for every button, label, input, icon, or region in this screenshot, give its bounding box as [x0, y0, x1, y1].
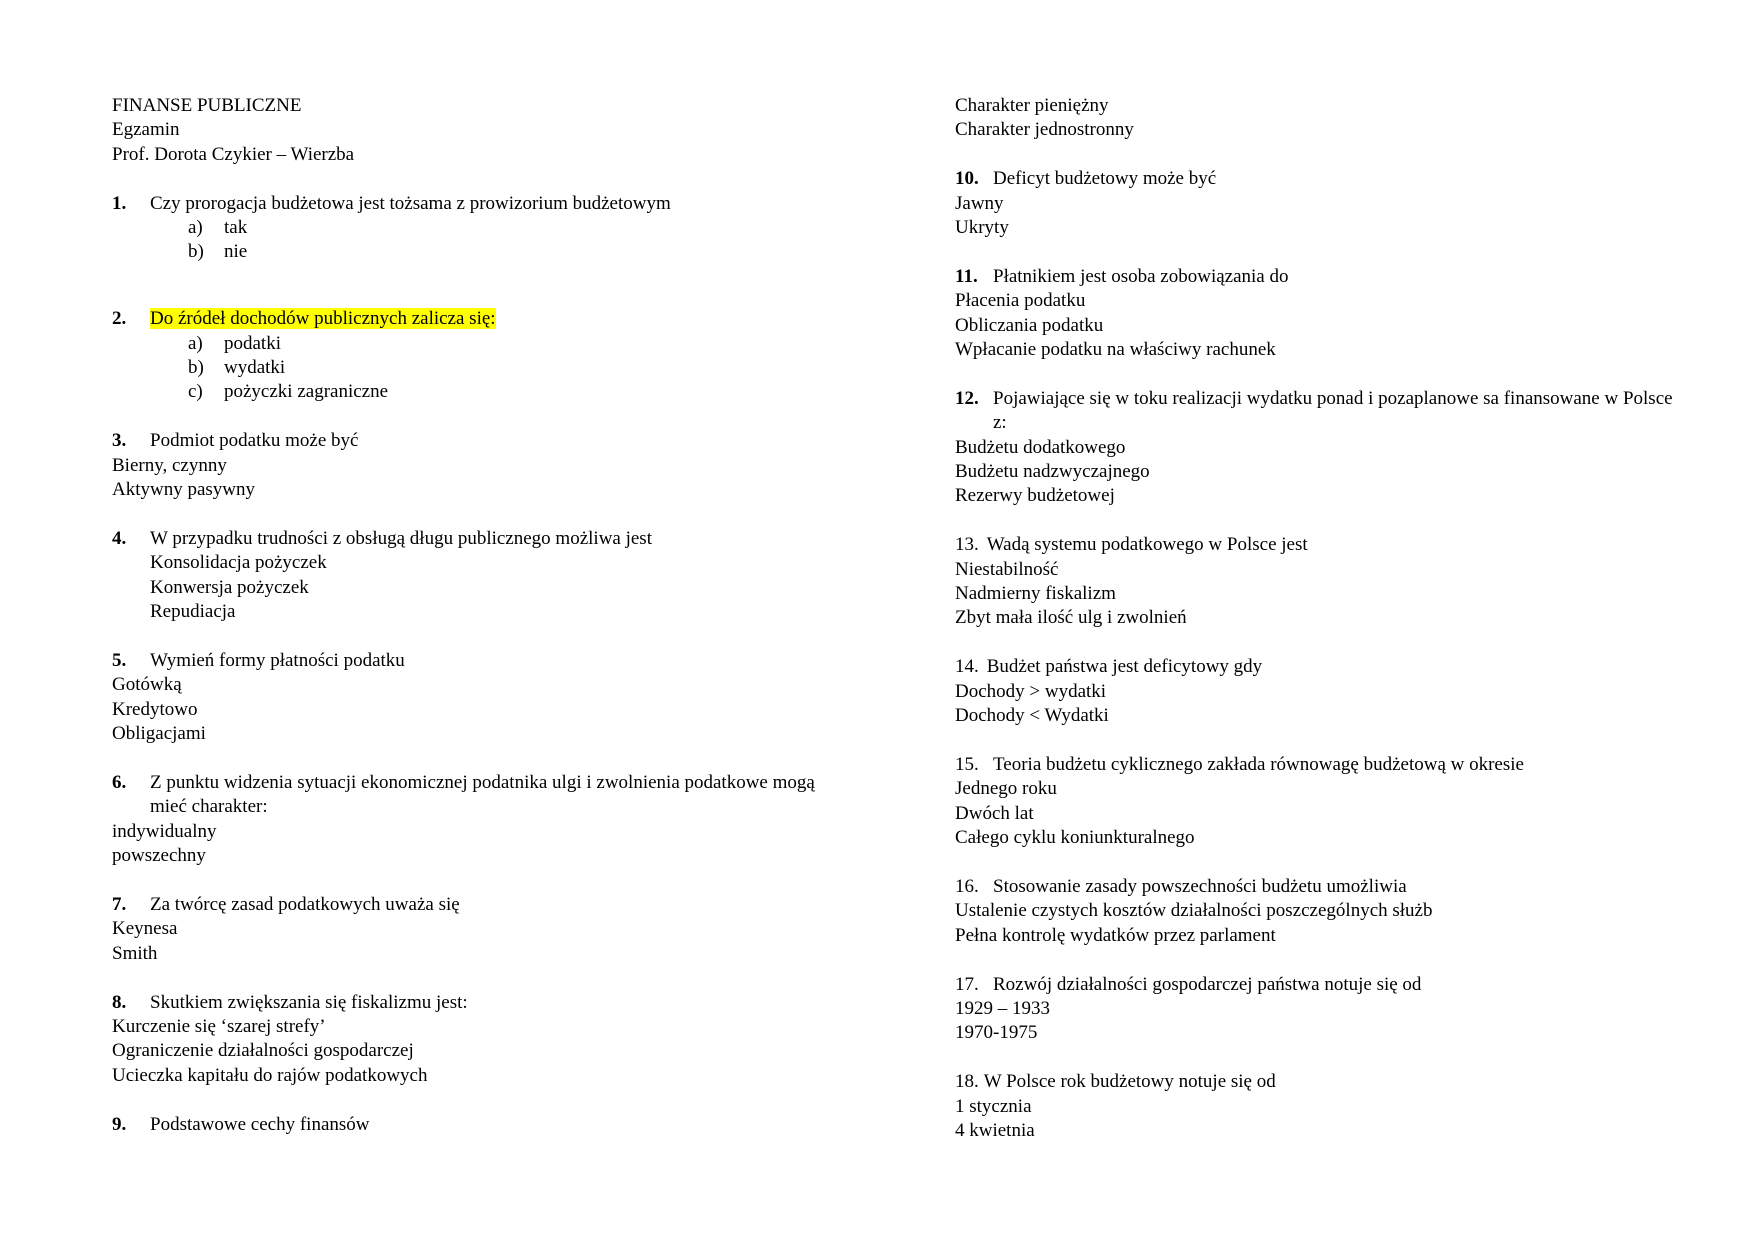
question-text: Wadą systemu podatkowego w Polsce jest — [986, 534, 1308, 556]
option — [188, 380, 852, 404]
answer-line: 1929 – 1933 — [955, 997, 1050, 1019]
question-text: Płatnikiem jest osoba zobowiązania do — [993, 265, 1289, 287]
question-number: 6. — [112, 771, 127, 793]
option-text: nie — [224, 241, 248, 263]
option-text: podatki — [224, 332, 281, 354]
question-number: 13. — [955, 534, 979, 556]
question-text: W Polsce rok budżetowy notuje się od — [983, 1071, 1276, 1093]
answer-line: Ucieczka kapitału do rajów podatkowych — [112, 1064, 428, 1086]
answer-line: Płacenia podatku — [955, 290, 1086, 312]
answer-line: 1 stycznia — [955, 1095, 1032, 1117]
question-number: 5. — [112, 649, 127, 671]
question-number: 14. — [955, 656, 979, 678]
answer-line: Obligacjami — [112, 723, 206, 745]
answer-line: Ustalenie czystych kosztów działalności poszczególnych służb — [955, 900, 1433, 922]
question-number: 15. — [955, 753, 979, 775]
option-label: c) — [188, 381, 203, 403]
document-author: Prof. Dorota Czykier – Wierzba — [112, 143, 355, 165]
question-number: 17. — [955, 973, 979, 995]
answer-line: Konwersja pożyczek — [150, 576, 309, 598]
document-subtitle: Egzamin — [112, 119, 180, 141]
right-column — [955, 94, 1685, 1143]
question-number: 10. — [955, 168, 979, 190]
answer-line: Charakter pieniężny — [955, 95, 1109, 116]
answer-line: Konsolidacja pożyczek — [150, 552, 327, 574]
answer-line: Całego cyklu koniunkturalnego — [955, 827, 1195, 849]
question-number: 8. — [112, 991, 127, 1013]
question-10 — [955, 167, 1685, 191]
question-13 — [955, 533, 1685, 557]
question-number: 12. — [955, 387, 979, 409]
answer-line: Budżetu nadzwyczajnego — [955, 461, 1150, 483]
question-6 — [112, 771, 852, 820]
option-label: a) — [188, 332, 203, 354]
answer-line: Dochody > wydatki — [955, 680, 1107, 702]
answer-line: Rezerwy budżetowej — [955, 485, 1115, 507]
answer-line: Obliczania podatku — [955, 314, 1104, 336]
answer-line: Kurczenie się ‘szarej strefy’ — [112, 1015, 326, 1037]
option-label: b) — [188, 357, 204, 379]
answer-line: powszechny — [112, 845, 206, 867]
question-text: Za twórcę zasad podatkowych uważa się — [150, 893, 460, 915]
answer-line: Gotówką — [112, 674, 182, 696]
answer-line: Jednego roku — [955, 778, 1057, 800]
document-title: FINANSE PUBLICZNE — [112, 95, 302, 116]
option — [188, 356, 852, 380]
question-12 — [955, 387, 1685, 436]
answer-line: indywidualny — [112, 820, 217, 842]
answer-line: Bierny, czynny — [112, 454, 227, 476]
question-text: Podmiot podatku może być — [150, 430, 359, 452]
question-text: Podstawowe cechy finansów — [150, 1113, 370, 1135]
question-1 — [112, 192, 852, 216]
question-5 — [112, 649, 852, 673]
question-text: Stosowanie zasady powszechności budżetu umożliwia — [993, 875, 1407, 897]
question-number: 18. — [955, 1071, 979, 1093]
question-text: Z punktu widzenia sytuacji ekonomicznej podatnika ulgi i zwolnienia podatkowe mogą mieć charakter: — [150, 771, 815, 818]
option — [188, 332, 852, 356]
option-label: b) — [188, 241, 204, 263]
question-text: Rozwój działalności gospodarczej państwa notuje się od — [993, 973, 1422, 995]
question-number: 16. — [955, 875, 979, 897]
question-9 — [112, 1113, 852, 1137]
answer-line: Pełna kontrolę wydatków przez parlament — [955, 924, 1276, 946]
answer-line: Smith — [112, 942, 158, 964]
question-number: 7. — [112, 893, 127, 915]
answer-line: 4 kwietnia — [955, 1119, 1035, 1141]
answer-line: Niestabilność — [955, 558, 1059, 580]
answer-line: Keynesa — [112, 918, 178, 940]
answer-line: Ograniczenie działalności gospodarczej — [112, 1040, 414, 1062]
question-text: Teoria budżetu cyklicznego zakłada równowagę budżetową w okresie — [993, 753, 1524, 775]
question-3 — [112, 429, 852, 453]
question-number: 11. — [955, 265, 978, 287]
question-4 — [112, 527, 852, 551]
question-text: Skutkiem zwiększania się fiskalizmu jest: — [150, 991, 468, 1013]
answer-line: Zbyt mała ilość ulg i zwolnień — [955, 607, 1187, 629]
answer-line: Aktywny pasywny — [112, 479, 256, 501]
answer-line: Budżetu dodatkowego — [955, 436, 1126, 458]
answer-line: Charakter jednostronny — [955, 119, 1134, 141]
question-text: Pojawiające się w toku realizacji wydatku ponad i pozaplanowe sa finansowane w Polsce z: — [993, 387, 1673, 434]
answer-line: Dwóch lat — [955, 802, 1034, 824]
option — [188, 216, 852, 240]
answer-line: Wpłacanie podatku na właściwy rachunek — [955, 339, 1276, 361]
answer-line: Jawny — [955, 192, 1004, 214]
question-11 — [955, 265, 1685, 289]
question-text: Deficyt budżetowy może być — [993, 168, 1217, 190]
answer-line: Dochody < Wydatki — [955, 705, 1109, 727]
answer-line: Nadmierny fiskalizm — [955, 583, 1116, 605]
option-label: a) — [188, 217, 203, 239]
option-text: wydatki — [224, 357, 286, 379]
question-text: W przypadku trudności z obsługą długu publicznego możliwa jest — [150, 527, 652, 549]
left-column — [112, 94, 852, 1137]
question-14 — [955, 655, 1685, 679]
option — [188, 240, 852, 264]
question-number: 3. — [112, 430, 127, 452]
question-number: 4. — [112, 527, 127, 549]
question-text: Budżet państwa jest deficytowy gdy — [986, 656, 1263, 678]
question-2 — [112, 307, 852, 331]
question-18 — [955, 1070, 1685, 1094]
question-number: 1. — [112, 192, 127, 214]
option-text: tak — [224, 217, 248, 239]
answer-line: 1970-1975 — [955, 1022, 1038, 1044]
answer-line: Repudiacja — [150, 601, 236, 623]
question-number: 2. — [112, 308, 127, 330]
question-17 — [955, 973, 1685, 997]
question-16 — [955, 875, 1685, 899]
answer-line: Ukryty — [955, 217, 1009, 239]
option-text: pożyczki zagraniczne — [224, 381, 389, 403]
question-text: Czy prorogacja budżetowa jest tożsama z prowizorium budżetowym — [150, 192, 671, 214]
question-15 — [955, 753, 1685, 777]
answer-line: Kredytowo — [112, 698, 198, 720]
question-text: Wymień formy płatności podatku — [150, 649, 405, 671]
question-7 — [112, 893, 852, 917]
highlighted-question-text: Do źródeł dochodów publicznych zalicza się: — [150, 308, 496, 330]
question-8 — [112, 991, 852, 1015]
question-number: 9. — [112, 1113, 127, 1135]
